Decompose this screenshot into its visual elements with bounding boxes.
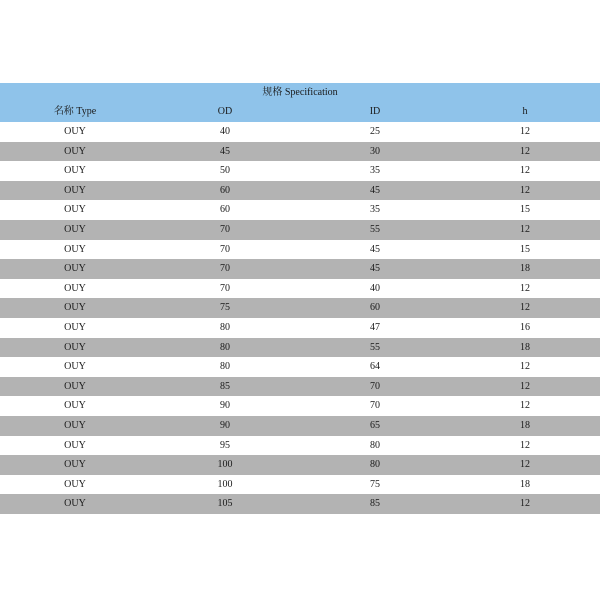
cell-type: OUY <box>0 436 150 456</box>
cell-od: 70 <box>150 220 300 240</box>
cell-id: 45 <box>300 259 450 279</box>
cell-od: 50 <box>150 161 300 181</box>
cell-id: 40 <box>300 279 450 299</box>
cell-h: 12 <box>450 161 600 181</box>
cell-id: 75 <box>300 475 450 495</box>
cell-type: OUY <box>0 416 150 436</box>
cell-od: 75 <box>150 298 300 318</box>
cell-id: 45 <box>300 181 450 201</box>
cell-type: OUY <box>0 494 150 514</box>
cell-h: 15 <box>450 240 600 260</box>
cell-id: 65 <box>300 416 450 436</box>
cell-type: OUY <box>0 122 150 142</box>
cell-id: 55 <box>300 338 450 358</box>
cell-od: 85 <box>150 377 300 397</box>
cell-type: OUY <box>0 279 150 299</box>
table-row <box>0 357 600 377</box>
cell-h: 12 <box>450 298 600 318</box>
cell-type: OUY <box>0 181 150 201</box>
cell-type: OUY <box>0 161 150 181</box>
cell-type: OUY <box>0 259 150 279</box>
cell-h: 12 <box>450 142 600 162</box>
cell-id: 60 <box>300 298 450 318</box>
cell-h: 12 <box>450 122 600 142</box>
cell-type: OUY <box>0 357 150 377</box>
cell-od: 70 <box>150 240 300 260</box>
specification-table <box>0 83 600 514</box>
table-row <box>0 338 600 358</box>
cell-id: 35 <box>300 161 450 181</box>
cell-type: OUY <box>0 142 150 162</box>
column-header-type: 名称 Type <box>0 102 150 122</box>
table-row <box>0 279 600 299</box>
cell-od: 70 <box>150 259 300 279</box>
cell-h: 12 <box>450 181 600 201</box>
cell-h: 16 <box>450 318 600 338</box>
cell-h: 12 <box>450 357 600 377</box>
cell-type: OUY <box>0 200 150 220</box>
cell-h: 12 <box>450 494 600 514</box>
table-row <box>0 122 600 142</box>
cell-id: 47 <box>300 318 450 338</box>
cell-h: 15 <box>450 200 600 220</box>
cell-od: 45 <box>150 142 300 162</box>
cell-od: 60 <box>150 200 300 220</box>
column-header-row <box>0 102 600 122</box>
cell-id: 80 <box>300 455 450 475</box>
table-row <box>0 494 600 514</box>
cell-h: 18 <box>450 259 600 279</box>
column-header-od: OD <box>150 102 300 122</box>
table-row <box>0 161 600 181</box>
table-row <box>0 259 600 279</box>
table-row <box>0 377 600 397</box>
cell-id: 64 <box>300 357 450 377</box>
cell-type: OUY <box>0 318 150 338</box>
cell-h: 12 <box>450 455 600 475</box>
table-row <box>0 475 600 495</box>
column-header-h: h <box>450 102 600 122</box>
cell-type: OUY <box>0 338 150 358</box>
table-row <box>0 396 600 416</box>
table-header <box>0 83 600 122</box>
cell-id: 45 <box>300 240 450 260</box>
cell-type: OUY <box>0 240 150 260</box>
cell-type: OUY <box>0 396 150 416</box>
table-row <box>0 142 600 162</box>
cell-od: 60 <box>150 181 300 201</box>
cell-id: 80 <box>300 436 450 456</box>
cell-type: OUY <box>0 377 150 397</box>
table-row <box>0 298 600 318</box>
cell-h: 12 <box>450 396 600 416</box>
cell-od: 100 <box>150 455 300 475</box>
cell-h: 18 <box>450 416 600 436</box>
cell-id: 85 <box>300 494 450 514</box>
cell-h: 18 <box>450 338 600 358</box>
cell-od: 90 <box>150 396 300 416</box>
cell-id: 35 <box>300 200 450 220</box>
table-row <box>0 181 600 201</box>
cell-od: 95 <box>150 436 300 456</box>
cell-h: 18 <box>450 475 600 495</box>
table-row <box>0 240 600 260</box>
cell-od: 40 <box>150 122 300 142</box>
cell-type: OUY <box>0 475 150 495</box>
cell-od: 105 <box>150 494 300 514</box>
table-row <box>0 220 600 240</box>
table-title-row <box>0 83 600 102</box>
cell-type: OUY <box>0 298 150 318</box>
cell-od: 80 <box>150 318 300 338</box>
cell-od: 80 <box>150 357 300 377</box>
cell-id: 25 <box>300 122 450 142</box>
table-row <box>0 416 600 436</box>
cell-od: 90 <box>150 416 300 436</box>
table-row <box>0 318 600 338</box>
cell-id: 70 <box>300 377 450 397</box>
table-row <box>0 200 600 220</box>
cell-id: 70 <box>300 396 450 416</box>
cell-od: 100 <box>150 475 300 495</box>
cell-od: 80 <box>150 338 300 358</box>
cell-h: 12 <box>450 377 600 397</box>
cell-h: 12 <box>450 279 600 299</box>
table-body <box>0 122 600 514</box>
cell-type: OUY <box>0 455 150 475</box>
cell-h: 12 <box>450 220 600 240</box>
table-row <box>0 455 600 475</box>
cell-id: 55 <box>300 220 450 240</box>
cell-type: OUY <box>0 220 150 240</box>
cell-od: 70 <box>150 279 300 299</box>
cell-h: 12 <box>450 436 600 456</box>
cell-id: 30 <box>300 142 450 162</box>
column-header-id: ID <box>300 102 450 122</box>
table-title: 规格 Specification <box>0 83 600 102</box>
table-row <box>0 436 600 456</box>
